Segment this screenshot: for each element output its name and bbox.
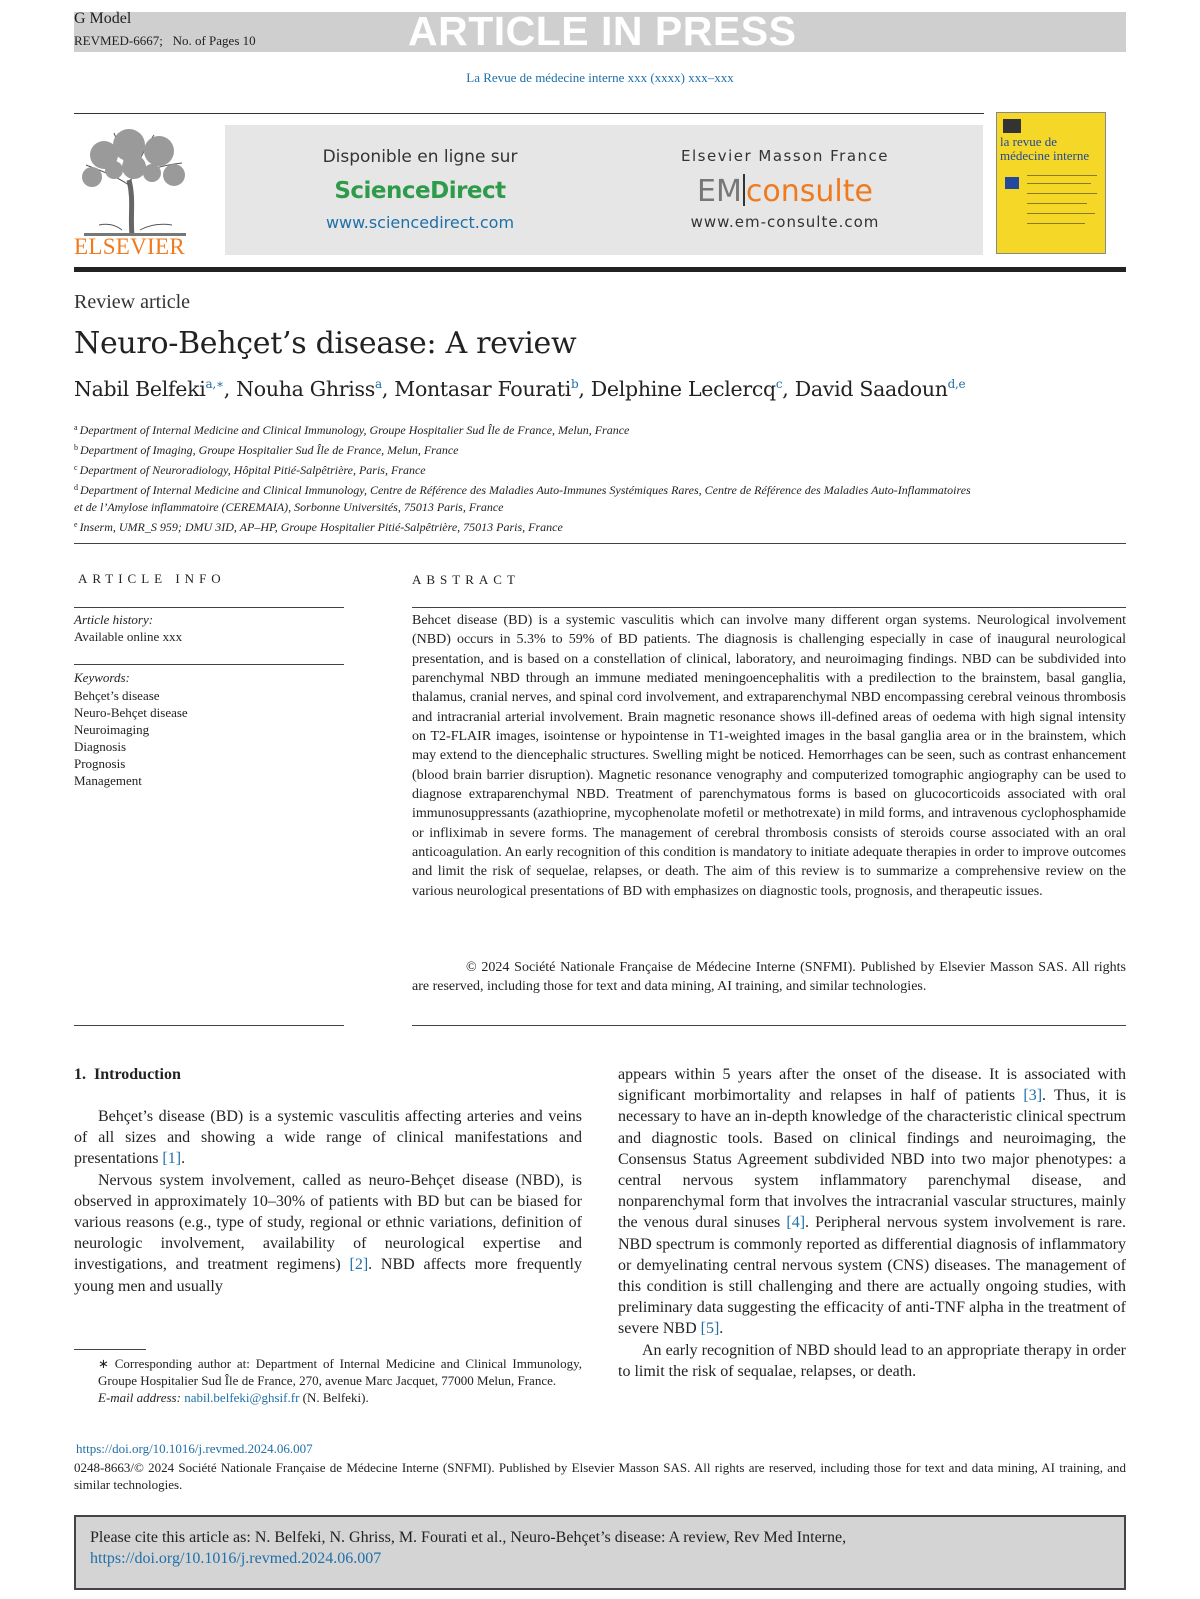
corresponding-text: ∗ Corresponding author at: Department of Internal Medicine and Clinical Immunology, Groupe Hospitalier Sud Île de France, 270, avenue Marc Jacquet, 77000 Melun, France.	[98, 1356, 582, 1388]
section-heading: 1. Introduction	[74, 1066, 181, 1083]
issn-copyright: 0248-8663/© 2024 Société Nationale Française de Médecine Interne (SNFMI). Published by Elsevier Masson SAS. All rights are reserved, including those for text and data mining, AI training, and similar technologies.	[74, 1460, 1126, 1492]
history-value: Available online xxx	[74, 629, 183, 644]
body-column-left	[74, 1106, 582, 1297]
affiliation-item	[74, 459, 974, 479]
emconsulte-link[interactable]: www.em-consulte.com	[690, 213, 880, 231]
affiliation-marker: c	[74, 463, 78, 472]
info-rule	[74, 664, 344, 665]
reference-link[interactable]: [1]	[162, 1150, 182, 1168]
author-list	[74, 377, 965, 401]
author-name: David Saadoun	[794, 377, 948, 401]
article-title: Neuro-Behçet’s disease: A review	[74, 326, 577, 361]
paragraph-text: . Peripheral nervous system involvement is rare. NBD spectrum is commonly reported as differential diagnosis of inflammatory or demyelinating central nervous system (CNS) diseases. The management of this condition is still challenging and there are actually ongoing studies, with preliminary data suggesting the efficacity of anti-TNF alpha in the treatment of severe NBD	[618, 1214, 1126, 1338]
author-affiliation-marker[interactable]: c	[775, 377, 783, 391]
journal-cover-thumbnail[interactable]	[996, 112, 1106, 254]
history-label: Article history:	[74, 612, 154, 627]
abstract-copyright: © 2024 Société Nationale Française de Médecine Interne (SNFMI). Published by Elsevier Masson SAS. All rights are reserved, including those for text and data mining, AI training, and similar technologies.	[412, 960, 1126, 995]
keyword-item: Neuroimaging	[74, 722, 150, 737]
affiliation-text: Department of Internal Medicine and Clinical Immunology, Groupe Hospitalier Sud Île de France, Melun, France	[79, 423, 630, 437]
cover-text-line	[1027, 203, 1087, 204]
body-column-right	[618, 1064, 1126, 1382]
reference-link[interactable]: [5]	[700, 1320, 720, 1338]
abstract-rule	[412, 607, 1126, 608]
affiliation-marker: a	[74, 423, 78, 432]
cover-text-line	[1027, 223, 1085, 224]
elsevier-wordmark: ELSEVIER	[74, 234, 185, 259]
cover-text-line	[1027, 213, 1095, 214]
affiliation-text: Department of Neuroradiology, Hôpital Pitié-Salpêtrière, Paris, France	[79, 463, 426, 477]
manuscript-id: REVMED-6667; No. of Pages 10	[74, 33, 256, 48]
keyword-item: Neuro-Behçet disease	[74, 705, 188, 720]
paragraph-text: . NBD affects more frequently young men and usually	[74, 1256, 582, 1295]
keyword-item: Prognosis	[74, 756, 126, 771]
keyword-item: Diagnosis	[74, 739, 126, 754]
email-label: E-mail address:	[98, 1390, 181, 1405]
author-name: Montasar Fourati	[394, 377, 571, 401]
keyword-item: Behçet’s disease	[74, 688, 160, 703]
body-paragraph	[74, 1170, 582, 1297]
reference-link[interactable]: [2]	[349, 1256, 369, 1274]
cover-title: la revue de médecine interne	[1000, 134, 1090, 163]
cover-emblem	[1005, 177, 1019, 189]
affiliation-text: Department of Internal Medicine and Clinical Immunology, Centre de Référence des Maladies Auto-Immunes Systémiques Rares, Centre de Référence des Maladies Auto-Inflammatoires et de l’Amylose inflammatoire (CEREMAIA), Sorbonne Universités, 75013 Paris, France	[74, 483, 971, 514]
affiliations	[74, 419, 974, 536]
author-separator: ,	[782, 377, 795, 401]
paragraph-text: Nervous system involvement, called as neuro-Behçet disease (NBD), is observed in approximately 10–30% of patients with BD but can be biased for various reasons (e.g., type of study, regional or ethnic variations, definition of neurologic involvement, availability of neurological expertise and investigations, and treatment regimens)	[74, 1171, 582, 1274]
author-affiliation-marker[interactable]: a,∗	[205, 377, 224, 391]
emconsulte-logo[interactable]	[665, 174, 905, 209]
cite-this-article-box	[74, 1515, 1126, 1590]
abstract-rule	[412, 1025, 1126, 1026]
author-separator: ,	[578, 377, 591, 401]
paragraph-text: Behçet’s disease (BD) is a systemic vasculitis affecting arteries and veins of all sizes and showing a wide range of clinical manifestations and presentations	[74, 1108, 582, 1168]
reference-link[interactable]: [3]	[1023, 1087, 1043, 1105]
keywords-list	[74, 687, 188, 789]
article-in-press-title: ARTICLE IN PRESS	[408, 8, 797, 54]
affiliation-marker: e	[74, 520, 78, 529]
abstract-text: Behcet disease (BD) is a systemic vasculitis which can involve many different organ systems. Neurological involvement (NBD) occurs in 5.3% to 59% of BD patients. The diagnosis is challenging especially in case of inaugural neurological presentation, and is based on a constellation of clinical, laboratory, and neuroimaging findings. NBD can be subdivided into parenchymal NBD through an immune mediated meningoencephalitis with a predilection to the brainstem, basal ganglia, thalamus, cranial nerves, and spinal cord involvement, and extraparenchymal NBD encompassing cerebral veinous thrombosis and intracranial arterial involvement. Brain magnetic resonance shows ill-defined areas of oedema with high signal intensity on T2-FLAIR images, isointense or hypointense in T1-weighted images in the basal ganglia area or in the brainstem, which may extend to the diencephalic structures. Swelling might be noticed. Hemorrhages can be seen, such as contrast enhancement (blood brain barrier disruption). Magnetic resonance venography and computerized tomographic angiography can be used to diagnose extraparenchymal NBD. Treatment of parenchymatous forms is based on glucocorticoids associated with oral immunosuppressants (azathioprine, mycophenolate mofetil or methotrexate) in mild forms, and intravenous cyclophosphamide or infliximab in severe forms. The management of cerebral thrombosis consists of steroids course associated with an oral anticoagulation. An early recognition of this condition is mandatory to initiate adequate therapies in order to improve outcomes and limit the risk of sequelae, relapses, or death. The aim of this review is to summarize a comprehensive review on the various neurological presentations of BD with emphasizes on diagnostic tools, prognosis, and therapeutic issues.	[412, 613, 1126, 899]
paragraph-text: . Thus, it is necessary to have an in-depth knowledge of the characteristic clinical spectrum and diagnostic tools. Based on clinical findings and neuroimaging, the Consensus Status Agreement subdivided NBD into two major phenotypes: a central nervous system inflammatory parenchymal disease, and nonparenchymal form that involves the intracranial vascular structures, mainly the venous dural sinuses	[618, 1087, 1126, 1232]
author-name: Nabil Belfeki	[74, 377, 206, 401]
header-thick-rule	[74, 267, 1126, 272]
cite-doi-link[interactable]: https://doi.org/10.1016/j.revmed.2024.06.007	[90, 1550, 382, 1567]
logo-divider	[743, 174, 745, 206]
affiliation-item	[74, 419, 974, 439]
affiliation-item	[74, 439, 974, 459]
author-separator: ,	[223, 377, 237, 401]
keyword-item: Management	[74, 773, 142, 788]
g-model-label: G Model	[74, 10, 132, 27]
paragraph-text: appears within 5 years after the onset of the disease. It is associated with significant morbimortality and relapses in half of patients	[618, 1066, 1126, 1105]
paragraph-text: An early recognition of NBD should lead to an appropriate therapy in order to limit the risk of sequalae, relapses, or death.	[618, 1341, 1126, 1380]
paragraph-text: .	[719, 1320, 724, 1338]
author-affiliation-marker[interactable]: b	[570, 377, 579, 391]
sciencedirect-logo[interactable]: ScienceDirect	[334, 178, 506, 204]
corresponding-author-footnote	[74, 1355, 582, 1406]
article-info-heading: ARTICLE INFO	[78, 571, 226, 586]
abstract-heading: ABSTRACT	[412, 572, 520, 587]
email-owner: (N. Belfeki).	[302, 1390, 369, 1405]
author-name: Delphine Leclercq	[590, 377, 776, 401]
keywords-label: Keywords:	[74, 670, 130, 685]
cover-text-line	[1027, 183, 1091, 184]
footnote-rule	[74, 1349, 146, 1350]
author-affiliation-marker[interactable]: d,e	[947, 377, 966, 391]
affiliation-text: Department of Imaging, Groupe Hospitalier Sud Île de France, Melun, France	[80, 443, 459, 457]
affiliation-text: Inserm, UMR_S 959; DMU 3ID, AP–HP, Groupe Hospitalier Pitié-Salpêtrière, 75013 Paris, France	[79, 520, 563, 534]
em-wordmark: EM	[697, 174, 742, 209]
header-rule	[74, 113, 984, 114]
article-type: Review article	[74, 291, 191, 313]
cover-text-line	[1027, 175, 1097, 176]
reference-link[interactable]: [4]	[786, 1214, 806, 1232]
cover-text-line	[1027, 193, 1097, 194]
affiliation-rule	[74, 543, 1126, 544]
email-link[interactable]: nabil.belfeki@ghsif.fr	[184, 1390, 300, 1405]
elsevier-masson-label: Elsevier Masson France	[681, 147, 889, 165]
body-paragraph	[74, 1106, 582, 1170]
info-rule	[74, 607, 344, 608]
author-name: Nouha Ghriss	[236, 377, 375, 401]
author-affiliation-marker[interactable]: a	[374, 377, 382, 391]
affiliation-marker: b	[74, 443, 78, 452]
info-rule	[74, 1025, 344, 1026]
affiliation-item	[74, 516, 974, 536]
doi-link[interactable]: https://doi.org/10.1016/j.revmed.2024.06.007	[76, 1441, 313, 1456]
affiliation-marker: d	[74, 483, 78, 492]
sciencedirect-link[interactable]: www.sciencedirect.com	[325, 213, 515, 232]
affiliation-item	[74, 479, 974, 516]
email-line	[74, 1389, 582, 1406]
journal-citation-line[interactable]: La Revue de médecine interne xxx (xxxx) xxx–xxx	[466, 70, 734, 85]
cite-text: Please cite this article as: N. Belfeki, N. Ghriss, M. Fourati et al., Neuro-Behçet’s disease: A review, Rev Med Interne,	[90, 1529, 847, 1546]
disponible-label: Disponible en ligne sur	[322, 147, 518, 167]
author-separator: ,	[381, 377, 395, 401]
cover-logo	[1003, 119, 1021, 133]
paragraph-text: .	[181, 1150, 186, 1168]
body-paragraph	[618, 1064, 1126, 1340]
consulte-wordmark: consulte	[745, 174, 873, 209]
body-paragraph	[618, 1340, 1126, 1382]
